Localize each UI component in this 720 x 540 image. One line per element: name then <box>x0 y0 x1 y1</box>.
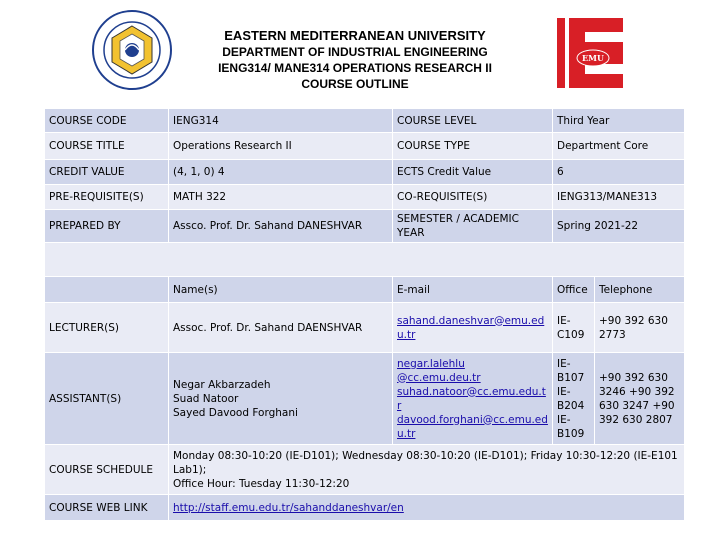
field-value: MATH 322 <box>169 185 393 210</box>
field-label: CO-REQUISITE(S) <box>393 185 553 210</box>
field-label: COURSE CODE <box>45 109 169 133</box>
assistant-name: Sayed Davood Forghani <box>173 406 298 419</box>
table-row <box>45 160 685 185</box>
department-logo <box>553 18 623 88</box>
assistant-office: IE-B109 <box>557 413 585 440</box>
assistant-office: IE-B204 <box>557 385 585 412</box>
schedule-office-hour: Office Hour: Tuesday 11:30-12:20 <box>173 477 350 490</box>
weblink-label: COURSE WEB LINK <box>45 495 169 521</box>
schedule-lectures: Monday 08:30-10:20 (IE-D101); Wednesday 08:30-10:20 (IE-D101); Friday 10:30-12:20 (IE-E101 Lab1); <box>173 449 678 476</box>
table-row <box>45 185 685 210</box>
field-label: COURSE LEVEL <box>393 109 553 133</box>
course-name: IENG314/ MANE314 OPERATIONS RESEARCH II <box>218 61 492 75</box>
logo-text: EMU <box>582 53 604 63</box>
weblink-cell <box>169 495 685 521</box>
field-value: 6 <box>553 160 685 185</box>
lecturer-office: IE-C109 <box>553 303 595 353</box>
document-title <box>170 28 540 92</box>
header-phone: Telephone <box>595 277 685 303</box>
field-value: (4, 1, 0) 4 <box>169 160 393 185</box>
lecturer-label: LECTURER(S) <box>45 303 169 353</box>
department-name: DEPARTMENT OF INDUSTRIAL ENGINEERING <box>222 45 488 59</box>
field-label: COURSE TYPE <box>393 133 553 160</box>
empty-cell <box>45 243 685 277</box>
field-label: SEMESTER / ACADEMIC YEAR <box>393 210 553 243</box>
contacts-header-row <box>45 277 685 303</box>
field-value: Spring 2021-22 <box>553 210 685 243</box>
assistant-email-link[interactable]: negar.lalehlu @cc.emu.deu.tr <box>397 357 481 384</box>
table-row <box>45 210 685 243</box>
assistant-name: Negar Akbarzadeh <box>173 378 271 391</box>
table-row <box>45 109 685 133</box>
course-web-link[interactable]: http://staff.emu.edu.tr/sahanddaneshvar/en <box>173 501 404 514</box>
assistant-names <box>169 353 393 445</box>
empty-cell <box>45 277 169 303</box>
header-name: Name(s) <box>169 277 393 303</box>
field-label: CREDIT VALUE <box>45 160 169 185</box>
lecturer-row <box>45 303 685 353</box>
field-value: Operations Research II <box>169 133 393 160</box>
field-label: COURSE TITLE <box>45 133 169 160</box>
header-office: Office <box>553 277 595 303</box>
header-email: E-mail <box>393 277 553 303</box>
assistant-office: IE-B107 <box>557 357 585 384</box>
lecturer-email-link[interactable]: sahand.daneshvar@emu.edu.tr <box>397 314 545 341</box>
field-value: Third Year <box>553 109 685 133</box>
assistant-email-link[interactable]: davood.forghani@cc.emu.edu.tr <box>397 413 548 440</box>
schedule-value <box>169 445 685 495</box>
course-outline-table <box>44 108 685 521</box>
assistant-name: Suad Natoor <box>173 392 239 405</box>
spacer-row <box>45 243 685 277</box>
university-name: EASTERN MEDITERRANEAN UNIVERSITY <box>224 28 486 43</box>
lecturer-phone: +90 392 630 2773 <box>595 303 685 353</box>
schedule-label: COURSE SCHEDULE <box>45 445 169 495</box>
outline-title: COURSE OUTLINE <box>301 77 409 91</box>
field-value: Assco. Prof. Dr. Sahand DANESHVAR <box>169 210 393 243</box>
lecturer-name: Assoc. Prof. Dr. Sahand DAENSHVAR <box>169 303 393 353</box>
field-value: IENG313/MANE313 <box>553 185 685 210</box>
assistant-email-link[interactable]: suhad.natoor@cc.emu.edu.tr <box>397 385 546 412</box>
field-value: IENG314 <box>169 109 393 133</box>
assistants-label: ASSISTANT(S) <box>45 353 169 445</box>
assistant-phones: +90 392 630 3246 +90 392 630 3247 +90 392 630 2807 <box>595 353 685 445</box>
assistant-offices <box>553 353 595 445</box>
field-value: Department Core <box>553 133 685 160</box>
field-label: PRE-REQUISITE(S) <box>45 185 169 210</box>
field-label: ECTS Credit Value <box>393 160 553 185</box>
lecturer-email-cell <box>393 303 553 353</box>
weblink-row <box>45 495 685 521</box>
assistant-emails <box>393 353 553 445</box>
university-seal-logo <box>92 10 172 90</box>
schedule-row <box>45 445 685 495</box>
field-label: PREPARED BY <box>45 210 169 243</box>
header <box>0 0 720 100</box>
assistants-row <box>45 353 685 445</box>
table-row <box>45 133 685 160</box>
